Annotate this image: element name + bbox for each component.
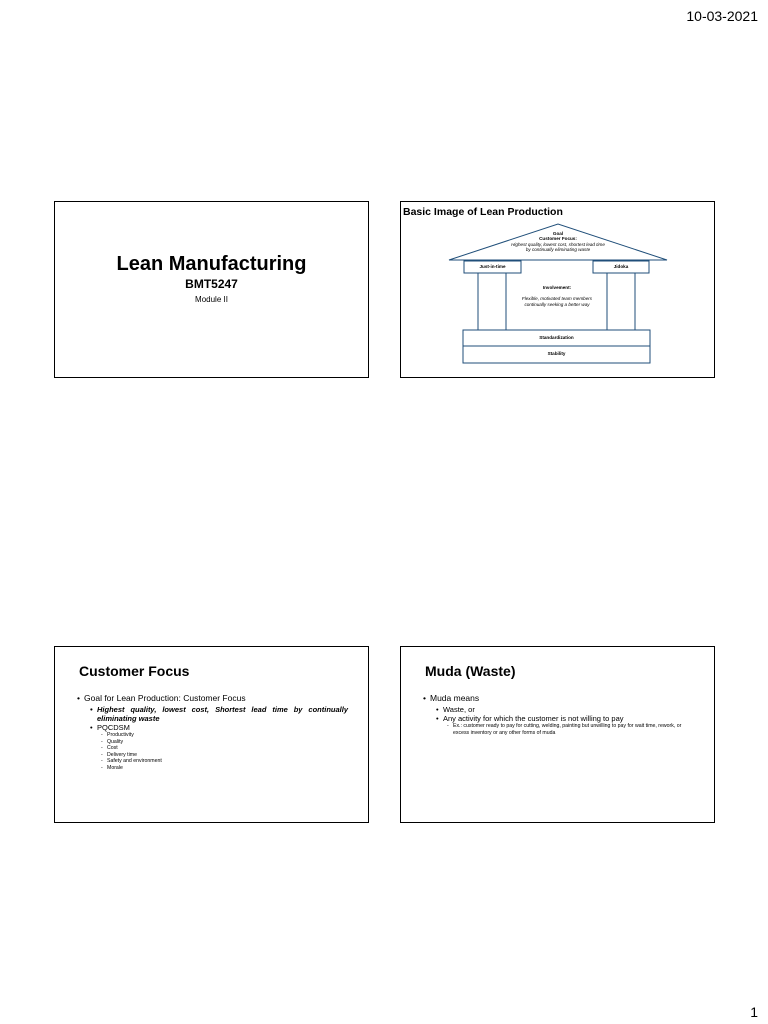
list-item: - Ex.: customer ready to pay for cutting, welding, painting but unwilling to pay for wait time, rework, or excess inventory or any other forms of muda: [423, 723, 694, 736]
involvement-text: Involvement: Flexible, motivated team members continually seeking a better way: [521, 285, 593, 307]
bullet-list: [423, 693, 694, 736]
list-item: • Goal for Lean Production: Customer Focus: [77, 693, 348, 703]
page-number: 1: [750, 1004, 758, 1020]
slide-title-heading: Lean Manufacturing: [116, 253, 307, 275]
slide-muda: [400, 646, 715, 823]
list-item: - Productivity: [77, 732, 348, 739]
pillar-left: [478, 273, 506, 330]
list-item: - Cost: [77, 745, 348, 752]
list-item: - Safety and environment: [77, 758, 348, 765]
list-item: • Highest quality, lowest cost, Shortest lead time by continually eliminating waste: [77, 705, 348, 723]
pillar-label-jit: Just-in-time: [479, 264, 506, 269]
list-item: - Morale: [77, 765, 348, 772]
list-item: • PQCDSM: [77, 723, 348, 732]
slide-title: [54, 201, 369, 378]
course-code: BMT5247: [185, 277, 238, 291]
module-label: Module II: [195, 295, 228, 304]
foundation-label-stability: Stability: [547, 351, 566, 356]
list-item: • Any activity for which the customer is not willing to pay: [423, 714, 694, 723]
list-item: - Delivery time: [77, 752, 348, 759]
slide-heading: Customer Focus: [79, 663, 190, 679]
slide-heading: Muda (Waste): [425, 663, 516, 679]
slide-customer-focus: [54, 646, 369, 823]
page-date: 10-03-2021: [686, 8, 758, 24]
slide-heading: Basic Image of Lean Production: [403, 206, 563, 218]
foundation-label-standardization: Standardization: [539, 335, 574, 340]
bullet-list: [77, 693, 348, 771]
pillar-label-jidoka: Jidoka: [613, 264, 629, 269]
slide-lean-house: [400, 201, 715, 378]
list-item: - Quality: [77, 739, 348, 746]
list-item: • Muda means: [423, 693, 694, 703]
roof-text: Goal Customer Focus: Highest quality, lowest cost, shortest lead time by continually eliminating waste: [511, 231, 605, 252]
list-item: • Waste, or: [423, 705, 694, 714]
pillar-right: [607, 273, 635, 330]
